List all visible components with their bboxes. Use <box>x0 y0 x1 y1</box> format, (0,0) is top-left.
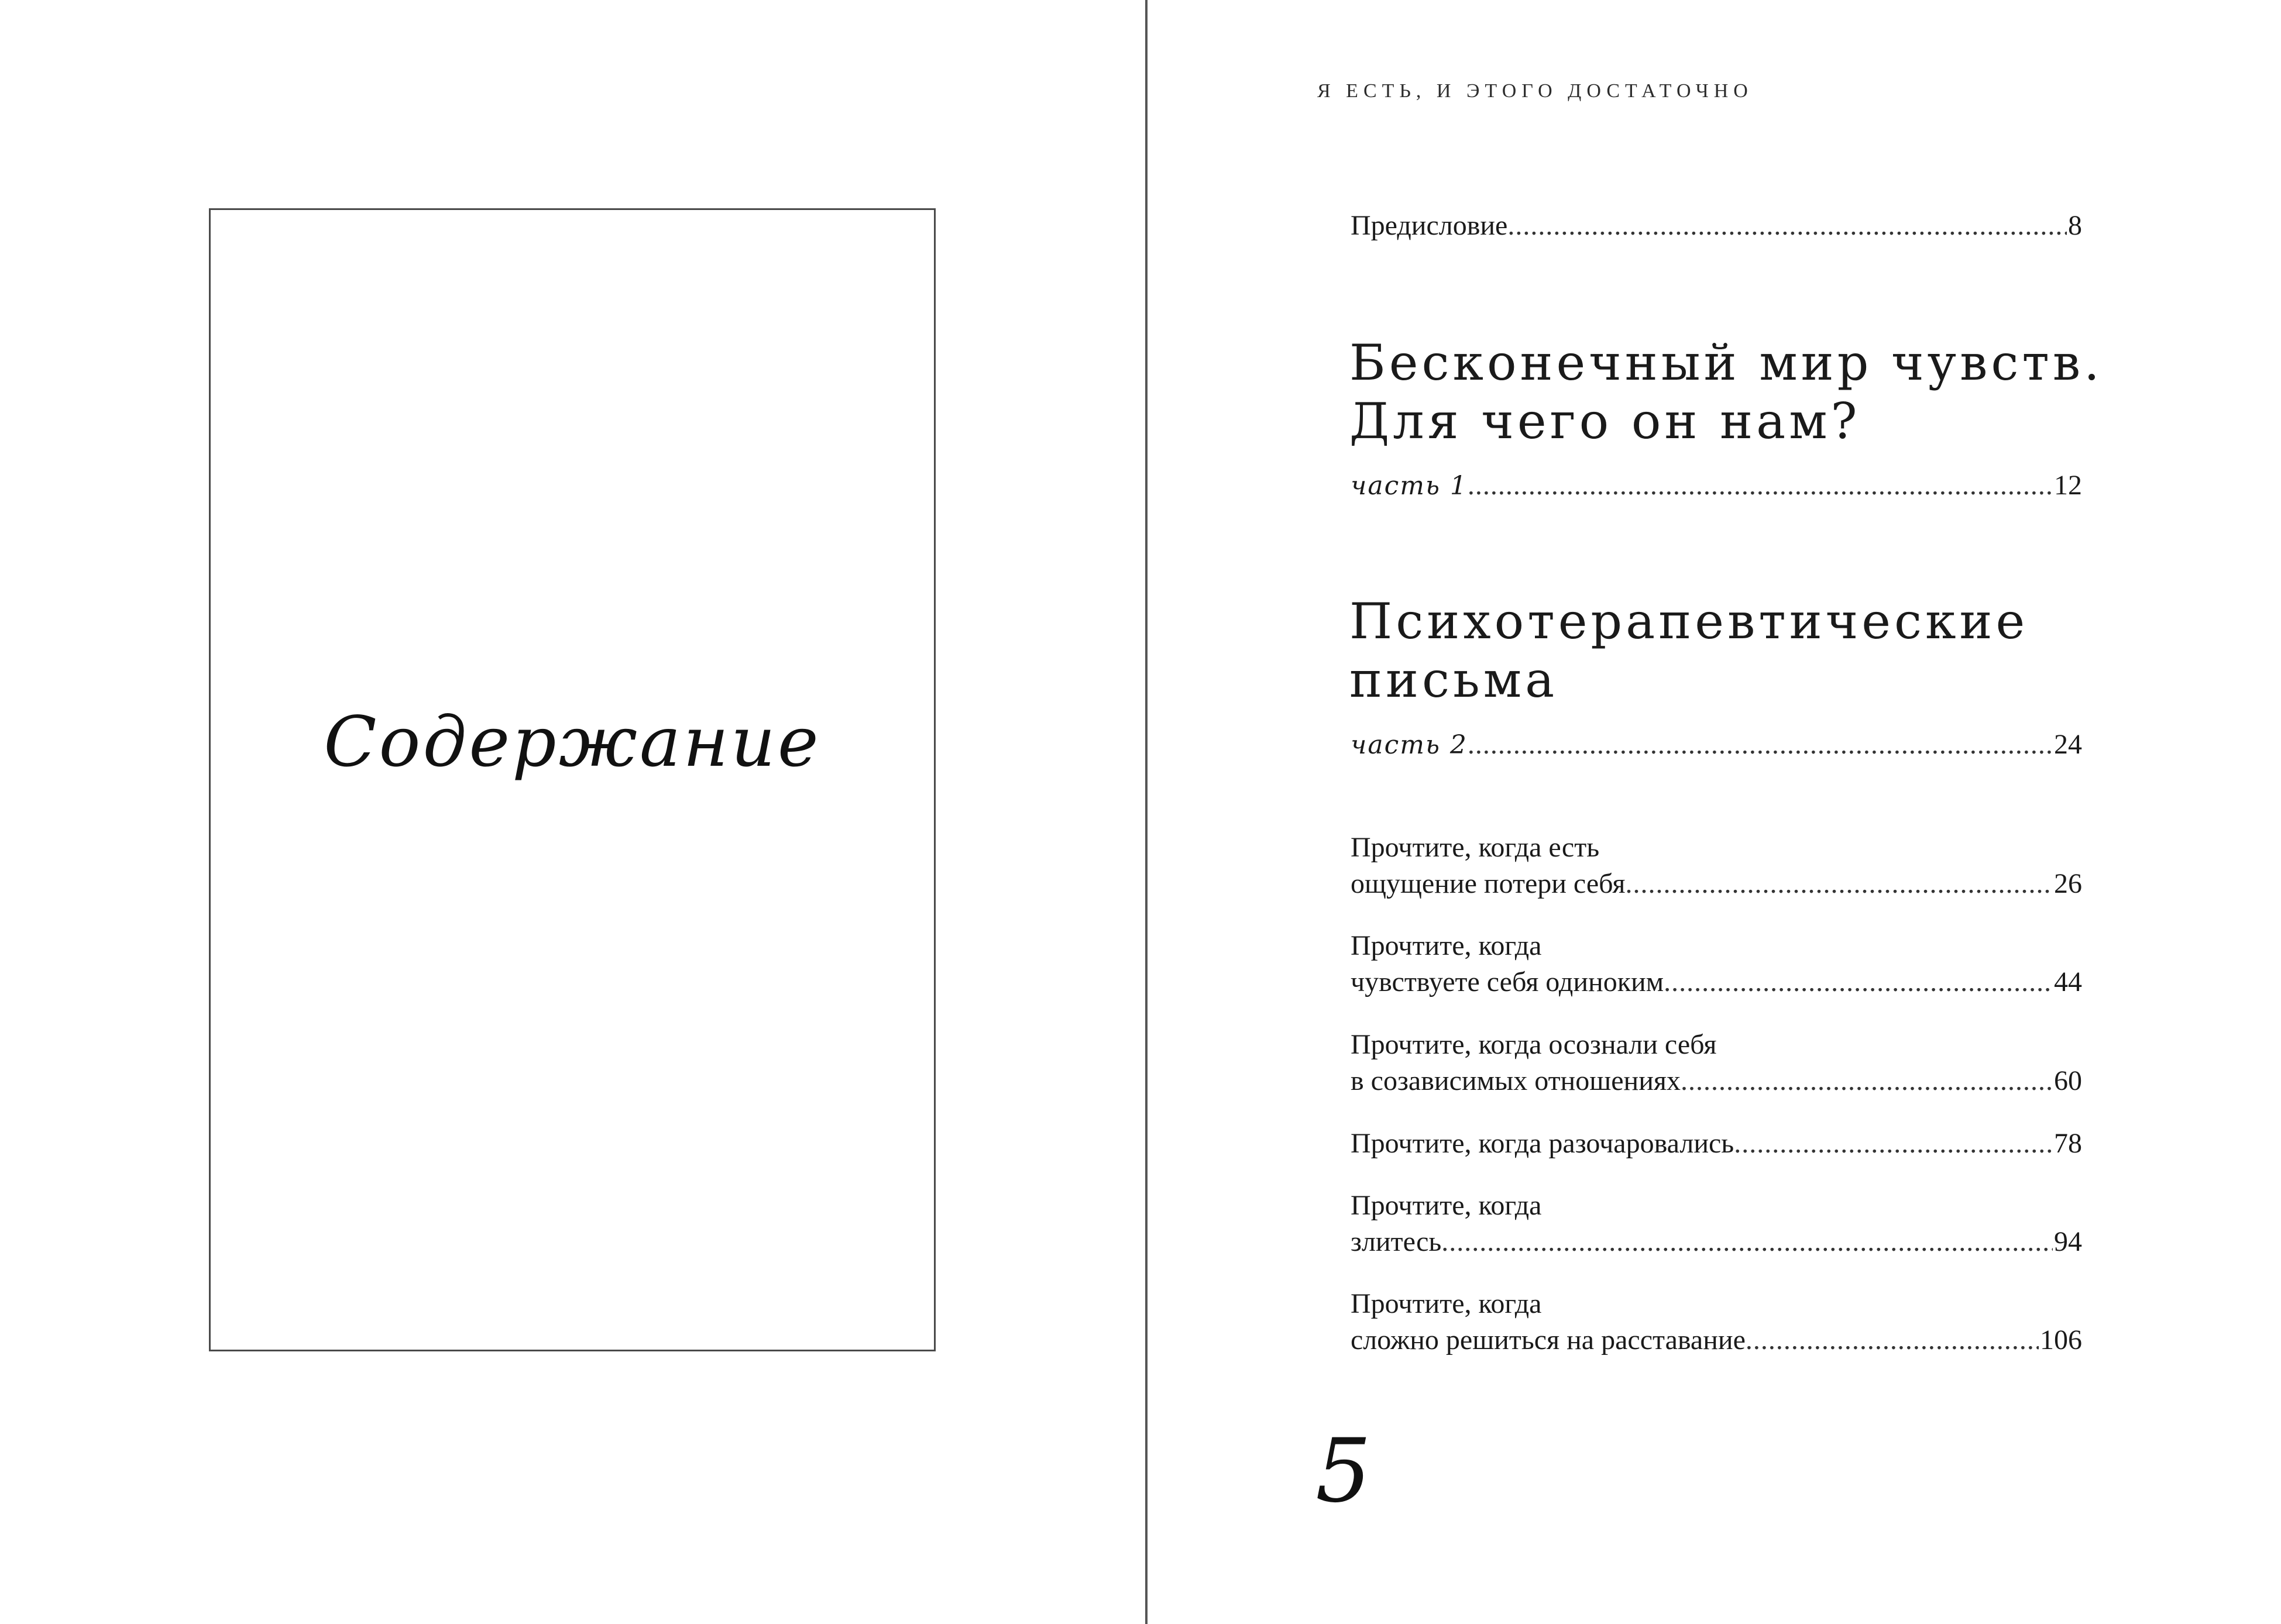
toc-entry-label: сложно решиться на расставание <box>1351 1324 1746 1355</box>
toc-entry-preface[interactable] <box>1351 208 2082 243</box>
part2-title-line1: Психотерапевтические <box>1349 593 2029 650</box>
toc-page-number: 44 <box>2054 966 2082 997</box>
toc-entry[interactable] <box>1351 1224 2082 1260</box>
toc-entry-first-line: Прочтите, когда осознали себя <box>1351 1029 1717 1060</box>
toc-entry[interactable] <box>1351 866 2082 902</box>
toc-page-number: 78 <box>2054 1128 2082 1159</box>
dot-leader <box>1507 208 2067 243</box>
dot-leader <box>1681 1064 2053 1099</box>
page-folio-number: 5 <box>1315 1420 1372 1522</box>
part2-title-line2: письма <box>1349 651 1558 708</box>
toc-entry-label: чувствуете себя одиноким <box>1351 966 1664 997</box>
toc-page-number: 26 <box>2054 868 2082 899</box>
dot-leader <box>1746 1323 2039 1358</box>
toc-entry-part2[interactable] <box>1351 727 2082 763</box>
dot-leader <box>1625 866 2053 902</box>
toc-entry-first-line: Прочтите, когда <box>1351 1190 1542 1221</box>
dot-leader <box>1441 1224 2053 1260</box>
part1-title-line1: Бесконечный мир чувств. <box>1349 334 2103 391</box>
dot-leader <box>1664 965 2053 1000</box>
toc-entry-first-line: Прочтите, когда <box>1351 930 1542 961</box>
toc-entry-label: Прочтите, когда разочаровались <box>1351 1128 1734 1159</box>
title-frame <box>209 208 936 1351</box>
toc-page-number: 106 <box>2040 1324 2082 1355</box>
contents-title: Содержание <box>324 701 821 782</box>
toc-page-number: 60 <box>2054 1065 2082 1096</box>
toc-page-number: 8 <box>2068 210 2082 241</box>
toc-page-number: 12 <box>2054 470 2082 501</box>
toc-entry-label: Предисловие <box>1351 210 1508 241</box>
part-label: часть 1 <box>1351 471 1468 501</box>
toc-entry[interactable] <box>1351 1064 2082 1099</box>
running-head: Я ЕСТЬ, И ЭТОГО ДОСТАТОЧНО <box>1317 80 1753 102</box>
toc-page-number: 24 <box>2054 729 2082 760</box>
toc-entry[interactable] <box>1351 1323 2082 1358</box>
toc-entry-label: злитесь <box>1351 1226 1442 1257</box>
toc-entry-label: в созависимых отношениях <box>1351 1065 1681 1096</box>
toc-entry[interactable] <box>1351 1126 2082 1161</box>
toc-entry-part1[interactable] <box>1351 468 2082 504</box>
right-page <box>1148 0 2281 1624</box>
dot-leader <box>1468 468 2053 503</box>
dot-leader <box>1468 727 2053 762</box>
toc-entry-label: ощущение потери себя <box>1351 868 1626 899</box>
dot-leader <box>1734 1126 2053 1161</box>
toc-entry-first-line: Прочтите, когда <box>1351 1288 1542 1319</box>
part1-title-line2: Для чего он нам? <box>1349 393 1861 450</box>
toc-entry-first-line: Прочтите, когда есть <box>1351 832 1600 863</box>
toc-entry[interactable] <box>1351 965 2082 1000</box>
part-label: часть 2 <box>1351 730 1468 760</box>
toc-page-number: 94 <box>2054 1226 2082 1257</box>
